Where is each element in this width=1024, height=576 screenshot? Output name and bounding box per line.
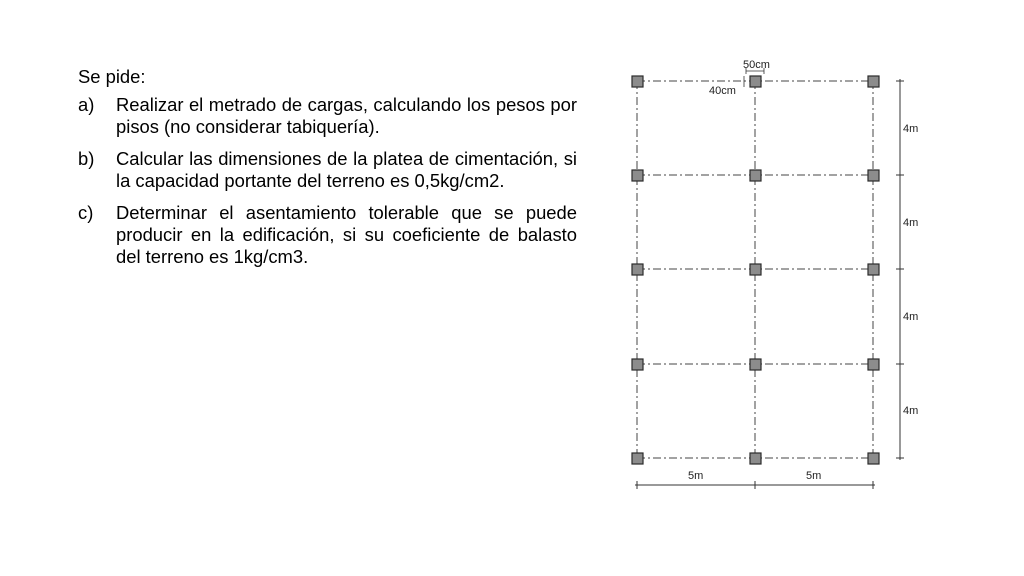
column [750, 264, 761, 275]
column-width-label: 50cm [743, 59, 770, 71]
column [750, 359, 761, 370]
column [750, 170, 761, 181]
span-x-label: 5m [688, 470, 704, 482]
column [632, 76, 643, 87]
span-x-label: 5m [806, 470, 822, 482]
horizontal-dimension [635, 481, 875, 489]
column [868, 76, 879, 87]
column [632, 453, 643, 464]
item-text: Realizar el metrado de cargas, calculando los pesos por pisos (no considerar tabiquería). [116, 94, 577, 137]
column [750, 76, 761, 87]
span-y-label: 4m [903, 405, 919, 417]
item-marker: c) [78, 202, 94, 223]
item-marker: b) [78, 148, 95, 169]
vertical-dimension [896, 79, 904, 460]
span-y-label: 4m [903, 217, 919, 229]
column [632, 170, 643, 181]
column [632, 264, 643, 275]
column [632, 359, 643, 370]
column [868, 359, 879, 370]
span-y-label: 4m [903, 311, 919, 323]
intro-text: Se pide: [78, 66, 146, 87]
column-depth-label: 40cm [709, 85, 736, 97]
column [868, 453, 879, 464]
item-text: Calcular las dimensiones de la platea de cimentación, si la capacidad portante del terreno es 0,5kg/cm2. [116, 148, 577, 191]
column [750, 453, 761, 464]
column [868, 170, 879, 181]
item-marker: a) [78, 94, 95, 115]
span-y-label: 4m [903, 123, 919, 135]
column [868, 264, 879, 275]
item-text: Determinar el asentamiento tolerable que se puede producir en la edificación, si su coeficiente de balasto del terreno es 1kg/cm3. [116, 202, 577, 267]
